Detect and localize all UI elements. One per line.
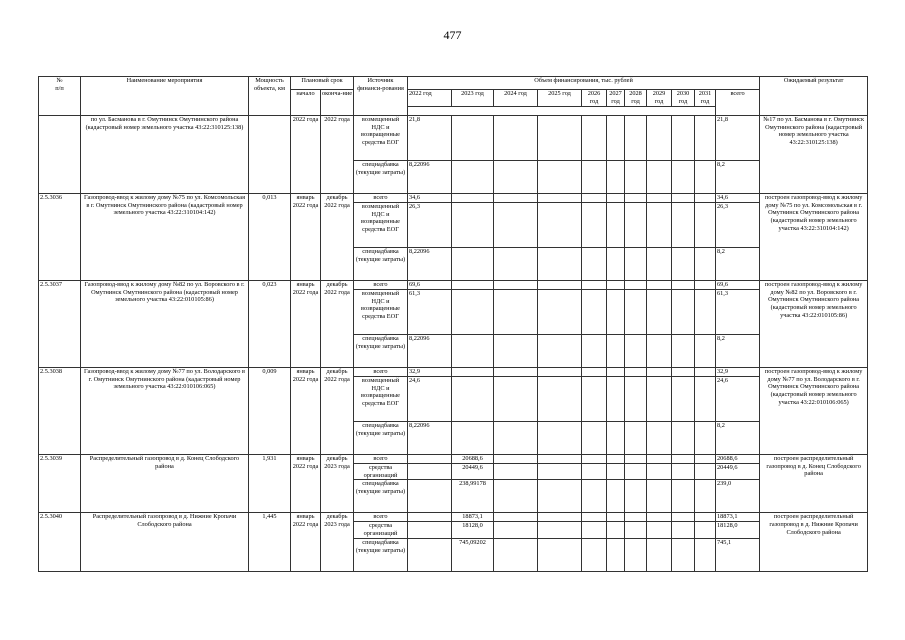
value-empty xyxy=(695,421,716,454)
finance-source: всего xyxy=(354,367,408,376)
value-empty xyxy=(494,463,538,480)
row-result: построен газопровод-ввод к жилому дому №75 по ул. Комсомольская в г. Омутнинск Омутнинского района (кадастровый номер земельного участка 43:22:310104:142) xyxy=(760,193,868,280)
value-empty xyxy=(494,289,538,334)
finance-source: всего xyxy=(354,454,408,463)
value-empty xyxy=(695,480,716,513)
value-2022: 69,6 xyxy=(408,280,452,289)
finance-source: спецнадбавка (текущие затраты) xyxy=(354,334,408,367)
value-empty xyxy=(625,522,647,539)
value-empty xyxy=(607,463,625,480)
value-empty xyxy=(494,539,538,572)
finance-source: всего xyxy=(354,193,408,202)
header-year: 2024 год xyxy=(494,90,538,107)
value-empty xyxy=(538,463,582,480)
value-empty xyxy=(607,289,625,334)
row-name: Распределительный газопровод в д. Нижние Кропачи Слободского района xyxy=(81,513,249,572)
value-empty xyxy=(607,247,625,280)
value-empty xyxy=(647,421,672,454)
value-empty xyxy=(582,247,607,280)
value-empty xyxy=(607,539,625,572)
value-empty xyxy=(672,539,695,572)
value-2022 xyxy=(408,513,452,522)
value-2022: 26,3 xyxy=(408,202,452,247)
value-empty xyxy=(607,202,625,247)
finance-source: спецнадбавка (текущие затраты) xyxy=(354,480,408,513)
table-row xyxy=(39,193,868,202)
value-empty xyxy=(494,334,538,367)
value-empty xyxy=(625,115,647,160)
value-empty xyxy=(494,454,538,463)
value-2022 xyxy=(408,463,452,480)
value-empty xyxy=(582,202,607,247)
value-empty xyxy=(695,280,716,289)
value-empty xyxy=(538,522,582,539)
row-result: №17 по ул. Басманова в г. Омутнинск Омутнинского района (кадастровый номер земельного участка 43:22:310125:138) xyxy=(760,115,868,193)
value-empty xyxy=(625,160,647,193)
value-empty xyxy=(672,513,695,522)
header-volume: Объем финансирования, тыс. рублей xyxy=(408,77,760,90)
value-empty xyxy=(538,202,582,247)
value-2023 xyxy=(452,115,494,160)
value-empty xyxy=(672,421,695,454)
value-empty xyxy=(647,480,672,513)
value-empty xyxy=(647,522,672,539)
value-empty xyxy=(672,454,695,463)
value-empty xyxy=(494,513,538,522)
row-start: 2022 года xyxy=(291,115,321,193)
value-2022: 8,22096 xyxy=(408,247,452,280)
row-number: 2.5.3038 xyxy=(39,367,81,454)
row-start: январь 2022 года xyxy=(291,193,321,280)
value-empty xyxy=(494,367,538,376)
value-empty xyxy=(672,193,695,202)
value-empty xyxy=(647,376,672,421)
value-empty xyxy=(538,367,582,376)
value-2023 xyxy=(452,376,494,421)
value-total: 26,3 xyxy=(716,202,760,247)
row-start: январь 2022 года xyxy=(291,513,321,572)
value-empty xyxy=(672,367,695,376)
value-empty xyxy=(695,289,716,334)
value-empty xyxy=(607,115,625,160)
finance-source: средства организаций xyxy=(354,463,408,480)
value-empty xyxy=(582,522,607,539)
value-empty xyxy=(672,115,695,160)
value-2022 xyxy=(408,522,452,539)
value-2023 xyxy=(452,334,494,367)
value-empty xyxy=(538,193,582,202)
value-empty xyxy=(647,367,672,376)
value-empty xyxy=(647,334,672,367)
value-empty xyxy=(647,454,672,463)
value-empty xyxy=(582,376,607,421)
value-2023: 18873,1 xyxy=(452,513,494,522)
value-empty xyxy=(582,115,607,160)
finance-source: спецнадбавка (текущие затраты) xyxy=(354,421,408,454)
value-empty xyxy=(625,289,647,334)
row-name: Распределительный газопровод в д. Конец Слободского района xyxy=(81,454,249,513)
finance-source: всего xyxy=(354,513,408,522)
value-2023 xyxy=(452,202,494,247)
value-empty xyxy=(625,480,647,513)
value-empty xyxy=(582,454,607,463)
value-2023 xyxy=(452,289,494,334)
value-total: 20688,6 xyxy=(716,454,760,463)
value-2023 xyxy=(452,280,494,289)
value-empty xyxy=(672,280,695,289)
value-empty xyxy=(607,376,625,421)
value-empty xyxy=(695,334,716,367)
value-empty xyxy=(647,463,672,480)
value-total: 21,8 xyxy=(716,115,760,160)
value-empty xyxy=(494,115,538,160)
value-total: 8,2 xyxy=(716,421,760,454)
row-result: построен газопровод-ввод к жилому дому №82 по ул. Воровского в г. Омутнинск Омутнинского района (кадастровый номер земельного участка 43:22:010105:86) xyxy=(760,280,868,367)
value-empty xyxy=(625,463,647,480)
value-empty xyxy=(607,280,625,289)
row-capacity xyxy=(249,115,291,193)
value-empty xyxy=(672,522,695,539)
value-empty xyxy=(538,289,582,334)
value-empty xyxy=(607,421,625,454)
value-empty xyxy=(625,280,647,289)
value-empty xyxy=(695,367,716,376)
header-name: Наименование мероприятия xyxy=(81,77,249,116)
value-empty xyxy=(695,376,716,421)
value-empty xyxy=(647,115,672,160)
value-empty xyxy=(538,513,582,522)
value-empty xyxy=(494,160,538,193)
value-empty xyxy=(647,193,672,202)
value-2023 xyxy=(452,247,494,280)
header-source: Источник финанси-рования xyxy=(354,77,408,116)
value-2023: 20688,6 xyxy=(452,454,494,463)
value-empty xyxy=(647,160,672,193)
row-end: декабрь 2022 года xyxy=(321,367,354,454)
value-2023: 745,09202 xyxy=(452,539,494,572)
value-empty xyxy=(582,289,607,334)
finance-source: спецнадбавка (текущие затраты) xyxy=(354,247,408,280)
value-empty xyxy=(672,202,695,247)
value-empty xyxy=(582,480,607,513)
value-empty xyxy=(672,247,695,280)
value-empty xyxy=(494,421,538,454)
value-empty xyxy=(582,367,607,376)
value-empty xyxy=(695,522,716,539)
header-num: № п/п xyxy=(39,77,81,116)
value-empty xyxy=(672,289,695,334)
value-2023 xyxy=(452,193,494,202)
value-2023: 18128,0 xyxy=(452,522,494,539)
value-empty xyxy=(625,376,647,421)
value-empty xyxy=(647,280,672,289)
value-empty xyxy=(538,376,582,421)
row-capacity: 0,023 xyxy=(249,280,291,367)
value-empty xyxy=(607,522,625,539)
value-empty xyxy=(672,463,695,480)
value-empty xyxy=(625,334,647,367)
value-empty xyxy=(647,513,672,522)
value-empty xyxy=(625,539,647,572)
table-row xyxy=(39,367,868,376)
value-empty xyxy=(695,454,716,463)
row-name: Газопровод-ввод к жилому дому №77 по ул. Володарского в г. Омутнинск Омутнинского района (кадастровый номер земельного участка 43:22:010106:065) xyxy=(81,367,249,454)
value-empty xyxy=(695,193,716,202)
header-year: 2028 год xyxy=(625,90,647,107)
value-total: 69,6 xyxy=(716,280,760,289)
value-total: 8,2 xyxy=(716,247,760,280)
value-empty xyxy=(494,376,538,421)
value-empty xyxy=(607,513,625,522)
header-year: 2026 год xyxy=(582,90,607,107)
value-empty xyxy=(695,160,716,193)
table-row xyxy=(39,513,868,522)
value-empty xyxy=(538,160,582,193)
value-empty xyxy=(538,280,582,289)
header-total: всего xyxy=(716,90,760,116)
value-empty xyxy=(607,454,625,463)
value-2022: 32,9 xyxy=(408,367,452,376)
value-empty xyxy=(647,247,672,280)
value-empty xyxy=(538,334,582,367)
row-result: построен распределительный газопровод в д. Нижние Кропачи Слободского района xyxy=(760,513,868,572)
value-empty xyxy=(625,454,647,463)
value-2022 xyxy=(408,539,452,572)
value-total: 34,6 xyxy=(716,193,760,202)
value-2022 xyxy=(408,480,452,513)
value-empty xyxy=(538,247,582,280)
value-total: 8,2 xyxy=(716,334,760,367)
value-empty xyxy=(695,115,716,160)
finance-source: возмещенный НДС и возвращенные средства ЕОГ xyxy=(354,289,408,334)
value-empty xyxy=(607,160,625,193)
value-empty xyxy=(607,334,625,367)
value-empty xyxy=(695,539,716,572)
value-empty xyxy=(538,480,582,513)
value-2022: 21,8 xyxy=(408,115,452,160)
header-year: 2027 год xyxy=(607,90,625,107)
header-year: 2031 год xyxy=(695,90,716,107)
header-year: 2022 год xyxy=(408,90,452,107)
table-row xyxy=(39,454,868,463)
value-empty xyxy=(647,202,672,247)
value-empty xyxy=(538,115,582,160)
header-start: начало xyxy=(291,90,321,116)
row-number xyxy=(39,115,81,193)
value-empty xyxy=(695,513,716,522)
row-start: январь 2022 года xyxy=(291,367,321,454)
value-empty xyxy=(625,513,647,522)
header-year: 2025 год xyxy=(538,90,582,107)
row-start: январь 2022 года xyxy=(291,454,321,513)
header-capacity: Мощность объекта, км xyxy=(249,77,291,116)
value-2023: 238,99178 xyxy=(452,480,494,513)
finance-source: возмещенный НДС и возвращенные средства ЕОГ xyxy=(354,202,408,247)
header-end: оконча-ние xyxy=(321,90,354,116)
value-empty xyxy=(672,480,695,513)
value-empty xyxy=(582,160,607,193)
value-total: 8,2 xyxy=(716,160,760,193)
value-2022: 61,3 xyxy=(408,289,452,334)
finance-source: возмещенный НДС и возвращенные средства ЕОГ xyxy=(354,115,408,160)
value-empty xyxy=(672,160,695,193)
row-number: 2.5.3036 xyxy=(39,193,81,280)
value-empty xyxy=(695,202,716,247)
row-number: 2.5.3037 xyxy=(39,280,81,367)
finance-source: спецнадбавка (текущие затраты) xyxy=(354,539,408,572)
value-2022: 8,22096 xyxy=(408,421,452,454)
header-year: 2023 год xyxy=(452,90,494,107)
value-empty xyxy=(582,539,607,572)
row-result: построен газопровод-ввод к жилому дому №77 по ул. Володарского в г. Омутнинск Омутнинского района (кадастровый номер земельного участка 43:22:010106:065) xyxy=(760,367,868,454)
table-row xyxy=(39,280,868,289)
value-empty xyxy=(494,193,538,202)
value-empty xyxy=(625,367,647,376)
value-empty xyxy=(494,247,538,280)
header-year: 2030 год xyxy=(672,90,695,107)
row-capacity: 1,445 xyxy=(249,513,291,572)
value-total: 18873,1 xyxy=(716,513,760,522)
financing-table xyxy=(38,76,868,572)
header-spacer xyxy=(408,106,716,115)
row-capacity: 1,931 xyxy=(249,454,291,513)
value-empty xyxy=(672,376,695,421)
value-empty xyxy=(494,522,538,539)
row-name: по ул. Басманова в г. Омутнинск Омутнинского района (кадастровый номер земельного участка 43:22:310125:138) xyxy=(81,115,249,193)
row-name: Газопровод-ввод к жилому дому №75 по ул. Комсомольская в г. Омутнинск Омутнинского района (кадастровый номер земельного участка 43:22:310104:142) xyxy=(81,193,249,280)
table-row xyxy=(39,115,868,160)
value-empty xyxy=(582,463,607,480)
value-empty xyxy=(625,202,647,247)
header-period: Плановый срок xyxy=(291,77,354,90)
value-empty xyxy=(607,367,625,376)
value-2022: 24,6 xyxy=(408,376,452,421)
value-total: 20449,6 xyxy=(716,463,760,480)
finance-source: возмещенный НДС и возвращенные средства ЕОГ xyxy=(354,376,408,421)
value-2023 xyxy=(452,160,494,193)
header-result: Ожидаемый результат xyxy=(760,77,868,116)
value-empty xyxy=(582,280,607,289)
value-2022: 8,22096 xyxy=(408,160,452,193)
page-number: 477 xyxy=(443,28,462,42)
value-empty xyxy=(625,193,647,202)
row-end: декабрь 2023 года xyxy=(321,513,354,572)
value-2023 xyxy=(452,421,494,454)
value-total: 745,1 xyxy=(716,539,760,572)
value-total: 239,0 xyxy=(716,480,760,513)
value-2022 xyxy=(408,454,452,463)
row-capacity: 0,013 xyxy=(249,193,291,280)
row-capacity: 0,009 xyxy=(249,367,291,454)
value-empty xyxy=(695,247,716,280)
value-empty xyxy=(695,463,716,480)
value-empty xyxy=(672,334,695,367)
value-empty xyxy=(494,280,538,289)
value-total: 18128,0 xyxy=(716,522,760,539)
row-start: январь 2022 года xyxy=(291,280,321,367)
value-empty xyxy=(582,334,607,367)
row-end: декабрь 2023 года xyxy=(321,454,354,513)
row-result: построен распределительный газопровод в д. Конец Слободского района xyxy=(760,454,868,513)
value-empty xyxy=(607,193,625,202)
value-empty xyxy=(625,421,647,454)
value-2023 xyxy=(452,367,494,376)
value-empty xyxy=(607,480,625,513)
value-empty xyxy=(538,454,582,463)
value-empty xyxy=(582,513,607,522)
value-empty xyxy=(494,480,538,513)
value-2022: 34,6 xyxy=(408,193,452,202)
value-empty xyxy=(538,421,582,454)
row-end: 2022 года xyxy=(321,115,354,193)
finance-source: средства организаций xyxy=(354,522,408,539)
value-empty xyxy=(538,539,582,572)
row-name: Газопровод-ввод к жилому дому №82 по ул. Воровского в г. Омутнинск Омутнинского района (кадастровый номер земельного участка 43:22:010105:86) xyxy=(81,280,249,367)
row-number: 2.5.3039 xyxy=(39,454,81,513)
value-empty xyxy=(647,539,672,572)
value-empty xyxy=(625,247,647,280)
value-total: 24,6 xyxy=(716,376,760,421)
row-number: 2.5.3040 xyxy=(39,513,81,572)
finance-source: спецнадбавка (текущие затраты) xyxy=(354,160,408,193)
value-2023: 20449,6 xyxy=(452,463,494,480)
row-end: декабрь 2022 года xyxy=(321,193,354,280)
row-end: декабрь 2022 года xyxy=(321,280,354,367)
value-empty xyxy=(494,202,538,247)
header-year: 2029 год xyxy=(647,90,672,107)
value-empty xyxy=(582,193,607,202)
value-total: 61,3 xyxy=(716,289,760,334)
value-2022: 8,22096 xyxy=(408,334,452,367)
value-empty xyxy=(582,421,607,454)
value-total: 32,9 xyxy=(716,367,760,376)
value-empty xyxy=(647,289,672,334)
finance-source: всего xyxy=(354,280,408,289)
